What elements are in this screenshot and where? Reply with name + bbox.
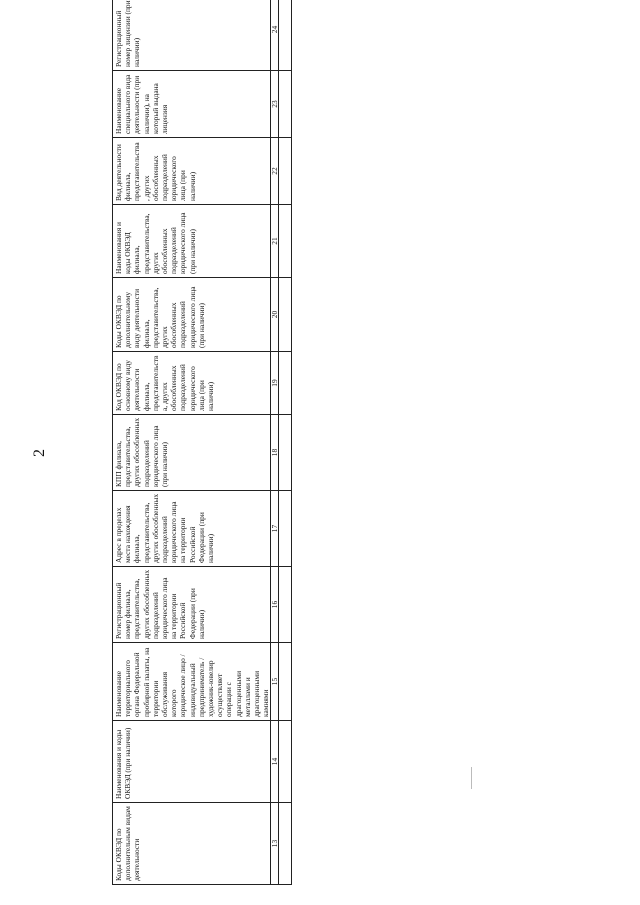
empty-cell — [279, 491, 292, 567]
header-cell: Наименования и коды ОКВЭД филиала, представительства, других обособленных подразделений юридического лица (при наличии) — [113, 205, 271, 278]
empty-cell — [279, 71, 292, 138]
column-number: 14 — [271, 721, 279, 803]
empty-cell — [279, 278, 292, 352]
header-cell: Адрес в пределах места нахождения филиала, представительства, других обособленных подразделений юридического лица на территории Российской Федерации (при наличии) — [113, 491, 271, 567]
column-number: 20 — [271, 278, 279, 352]
column-number: 19 — [271, 352, 279, 415]
empty-data-row — [279, 0, 292, 885]
registry-table — [112, 0, 292, 885]
rotated-table-container — [112, 0, 287, 885]
empty-cell — [279, 415, 292, 491]
column-number-row — [271, 0, 279, 885]
empty-cell — [279, 352, 292, 415]
column-number: 16 — [271, 567, 279, 643]
empty-cell — [279, 205, 292, 278]
header-cell: Наименования и коды ОКВЭД (при наличии) — [113, 721, 271, 803]
header-cell: КПП филиала, представительства, других обособленных подразделений юридического лица (при наличии) — [113, 415, 271, 491]
column-number: 22 — [271, 138, 279, 205]
header-row — [113, 0, 271, 885]
empty-cell — [279, 721, 292, 803]
page-number: 2 — [31, 449, 48, 457]
column-number: 24 — [271, 0, 279, 71]
column-number: 15 — [271, 643, 279, 721]
empty-cell — [279, 138, 292, 205]
header-cell: Код ОКВЭД по основному виду деятельности филиала, представительства, других обособленных подразделений юридического лица (при наличии) — [113, 352, 271, 415]
column-number: 18 — [271, 415, 279, 491]
column-number: 23 — [271, 71, 279, 138]
empty-cell — [279, 803, 292, 885]
empty-cell — [279, 0, 292, 71]
header-cell: Регистрационный номер филиала, представительства, других обособленных подразделений юридического лица на территории Российской Федерации (при наличии) — [113, 567, 271, 643]
header-cell: Коды ОКВЭД по дополнительному виду деятельности филиала, представительства, других обособленных подразделений юридического лица (при наличии) — [113, 278, 271, 352]
column-number: 17 — [271, 491, 279, 567]
header-cell: Регистрационный номер лицензии (при наличии) — [113, 0, 271, 71]
empty-cell — [279, 567, 292, 643]
column-number: 13 — [271, 803, 279, 885]
empty-cell — [279, 643, 292, 721]
header-cell: Коды ОКВЭД по дополнительным видам деятельности — [113, 803, 271, 885]
header-cell: Вид деятельности филиала, представительства, других обособленных подразделений юридического лица (при наличии) — [113, 138, 271, 205]
scan-artifact-line — [471, 767, 472, 789]
header-cell: Наименование территориального органа Федеральной пробирной палаты, на территории обслуживания которого юридическое лицо / индивидуальный предприниматель / художник-ювелир осуществляет операции с драгоценными металлами и драгоценными камнями — [113, 643, 271, 721]
column-number: 21 — [271, 205, 279, 278]
header-cell: Наименование специального вида деятельности (при наличии), на который выдана лицензия — [113, 71, 271, 138]
